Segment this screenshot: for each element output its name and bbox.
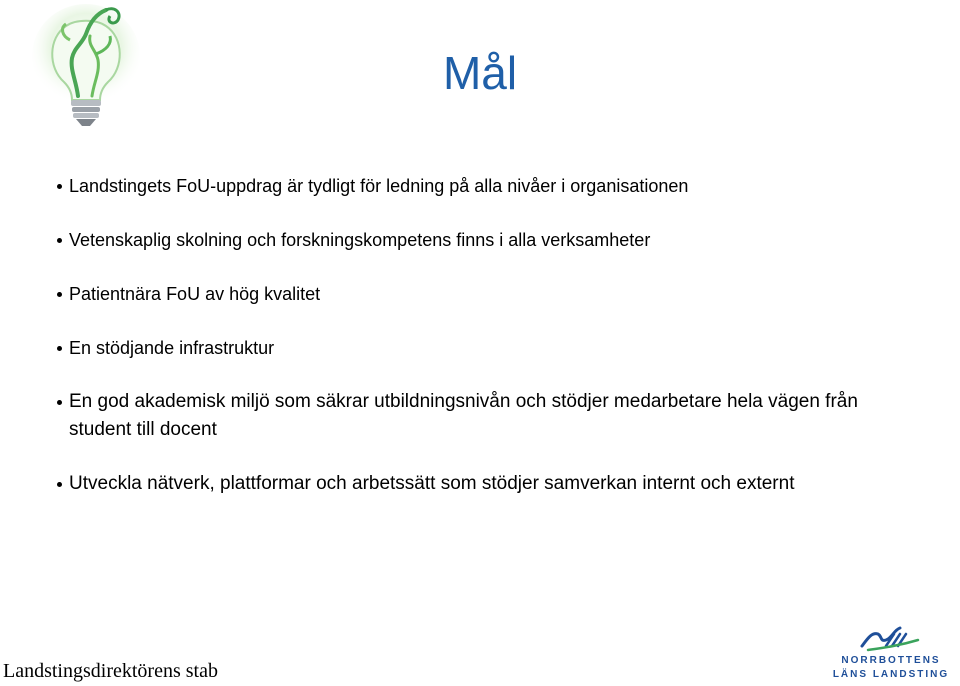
wave-logo-icon <box>858 624 924 652</box>
list-item: Vetenskaplig skolning och forskningskompetens finns i alla verksamheter <box>57 226 917 254</box>
goal-list <box>57 172 917 498</box>
list-item: En stödjande infrastruktur <box>57 334 917 362</box>
slide-title: Mål <box>442 47 518 99</box>
list-item: Landstingets FoU-uppdrag är tydligt för ledning på alla nivåer i organisationen <box>57 172 917 200</box>
list-item: Patientnära FoU av hög kvalitet <box>57 280 917 308</box>
organization-logo <box>826 624 956 682</box>
list-item: En god akademisk miljö som säkrar utbildningsnivån och stödjer medarbetare hela vägen från student till docent <box>57 388 917 444</box>
list-item: Utveckla nätverk, plattformar och arbetssätt som stödjer samverkan internt och externt <box>57 470 917 498</box>
lightbulb-icon <box>26 0 144 136</box>
footer-text: Landstingsdirektörens stab <box>3 660 218 682</box>
logo-line-1: NORRBOTTENS <box>841 655 941 666</box>
logo-line-2: LÄNS LANDSTING <box>832 669 950 680</box>
